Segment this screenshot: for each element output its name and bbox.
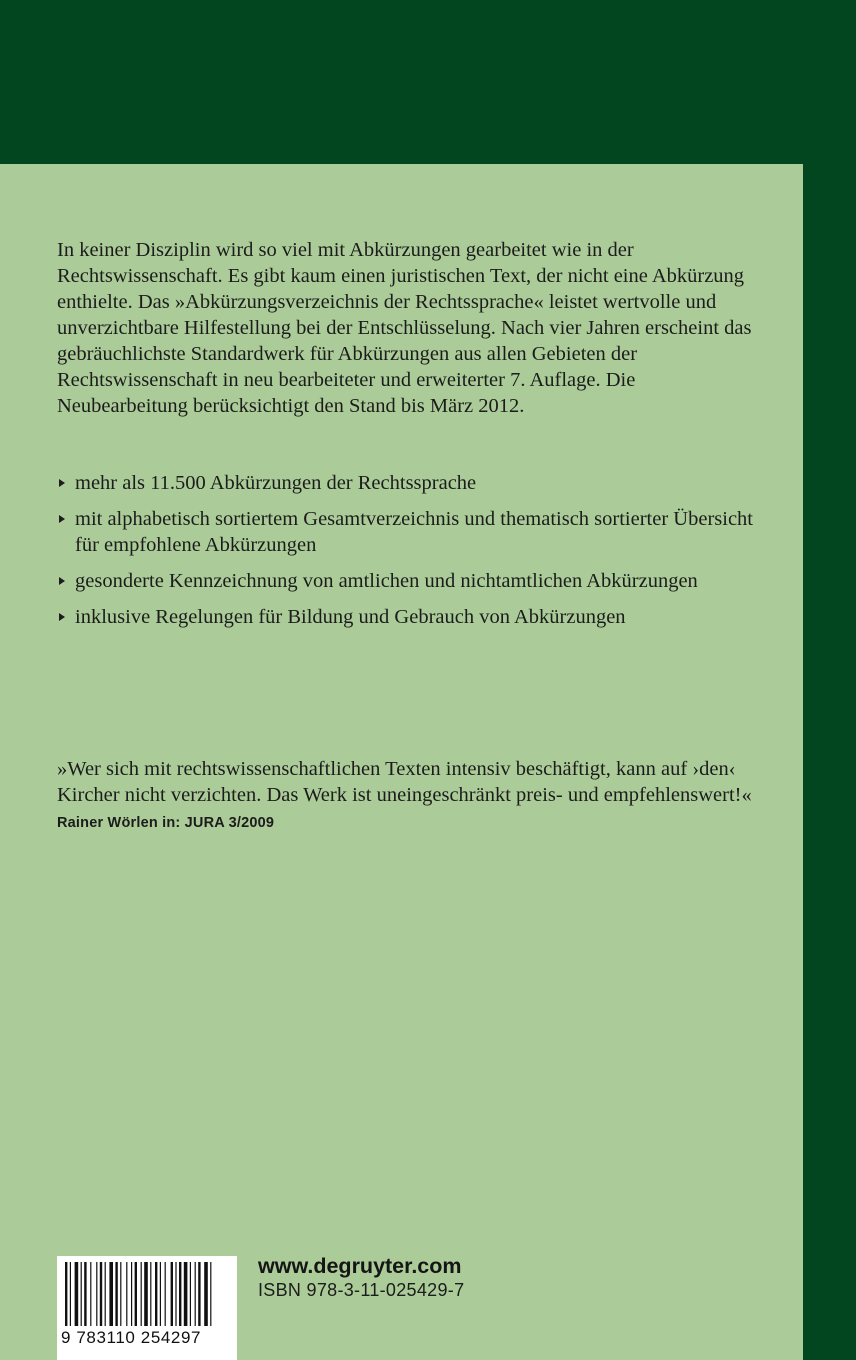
barcode-stripe <box>84 1262 86 1326</box>
barcode-stripe <box>96 1262 97 1326</box>
barcode-icon <box>65 1262 229 1326</box>
quote-source: Rainer Wörlen in: JURA 3/2009 <box>57 815 275 831</box>
barcode-stripe <box>144 1262 148 1326</box>
feature-item: gesonderte Kennzeichnung von amtlichen und nichtamtlichen Abkürzungen <box>57 568 757 594</box>
barcode-stripe <box>184 1262 188 1326</box>
barcode-stripe <box>131 1262 132 1326</box>
description-text: In keiner Disziplin wird so viel mit Abkürzungen gearbeitet wie in der Rechtswissenschaft. Es gibt kaum einen juristischen Text, der nicht eine Abkürzung enthielte. Das »Abkürzungsverzeichnis der Rechtssprache« leistet wertvolle und unverzichtbare Hilfestellung bei der Entschlüsselung. Nach vier Jahren erscheint das gebräuchlichste Standardwerk für Abkürzungen aus allen Gebieten der Rechtswissenschaft in neu bearbeiteter und erweiterter 7. Auflage. Die Neubearbeitung berücksichtigt den Stand bis März 2012. <box>57 239 752 417</box>
barcode-stripe <box>100 1262 102 1326</box>
feature-item: inklusive Regelungen für Bildung und Gebrauch von Abkürzungen <box>57 604 757 630</box>
barcode-stripe <box>65 1262 67 1326</box>
barcode-stripe <box>105 1262 106 1326</box>
triangle-bullet-icon <box>59 613 65 621</box>
barcode-stripe <box>135 1262 137 1326</box>
barcode-stripe <box>126 1262 127 1326</box>
barcode-stripe <box>210 1262 211 1326</box>
barcode-stripe <box>150 1262 151 1326</box>
barcode-stripe <box>204 1262 208 1326</box>
triangle-bullet-icon <box>59 479 65 487</box>
barcode-stripe <box>198 1262 200 1326</box>
barcode-number: 9 783110 254297 <box>61 1328 202 1347</box>
barcode-stripe <box>115 1262 117 1326</box>
feature-item: mehr als 11.500 Abkürzungen der Rechtssprache <box>57 470 757 496</box>
barcode-stripe <box>160 1262 161 1326</box>
barcode-stripe <box>171 1262 173 1326</box>
barcode-stripe <box>175 1262 176 1326</box>
barcode-stripe <box>75 1262 79 1326</box>
barcode-stripe <box>120 1262 121 1326</box>
triangle-bullet-icon <box>59 515 65 523</box>
review-quote <box>57 756 757 836</box>
barcode-stripe <box>109 1262 113 1326</box>
isbn-text: ISBN 978-3-11-025429-7 <box>258 1280 465 1300</box>
barcode-stripe <box>155 1262 157 1326</box>
barcode-stripe <box>195 1262 196 1326</box>
feature-list <box>57 470 757 640</box>
barcode <box>57 1256 237 1360</box>
barcode-stripe <box>179 1262 181 1326</box>
barcode-stripe <box>81 1262 82 1326</box>
publisher-url[interactable]: www.degruyter.com <box>258 1254 462 1278</box>
barcode-stripe <box>190 1262 191 1326</box>
quote-text: »Wer sich mit rechtswissenschaftlichen Texten intensiv beschäftigt, kann auf ›den‹ Kircher nicht verzichten. Das Werk ist uneingeschränkt preis- und empfehlenswert!« <box>57 758 752 806</box>
back-cover-panel <box>0 164 803 1360</box>
triangle-bullet-icon <box>59 577 65 585</box>
barcode-stripe <box>70 1262 71 1326</box>
feature-item: mit alphabetisch sortiertem Gesamtverzeichnis und thematisch sortierter Übersicht für empfohlene Abkürzungen <box>57 506 757 558</box>
barcode-stripe <box>141 1262 142 1326</box>
barcode-stripe <box>90 1262 91 1326</box>
barcode-stripe <box>165 1262 166 1326</box>
